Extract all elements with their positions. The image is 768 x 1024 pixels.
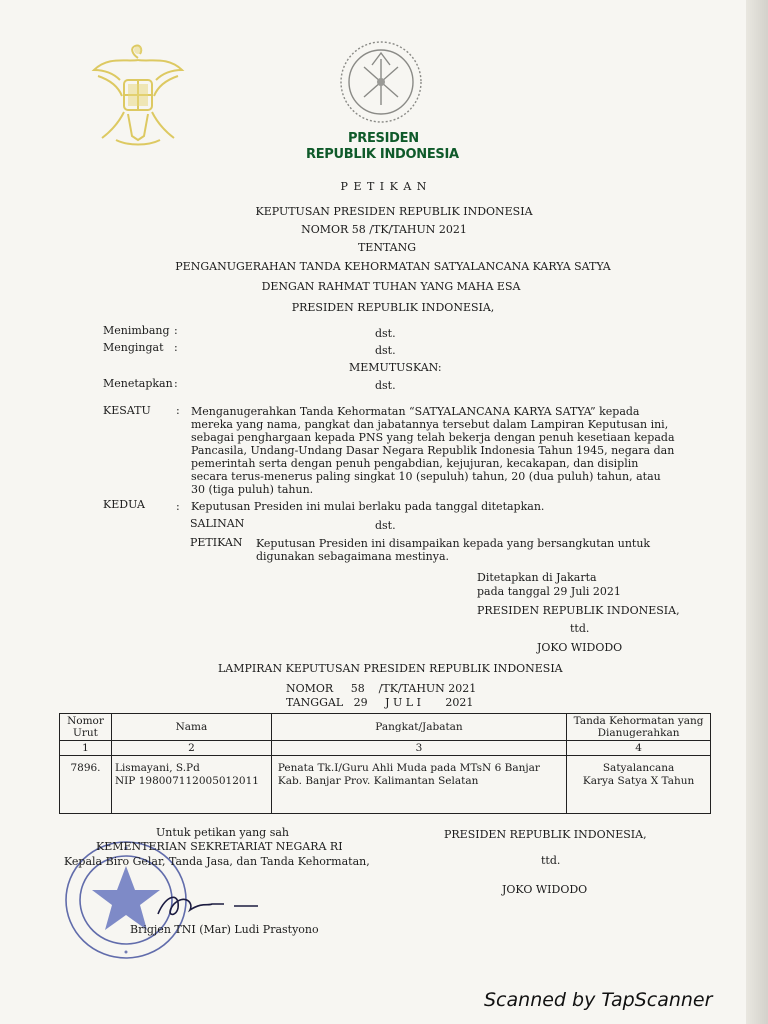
lampiran-title: LAMPIRAN KEPUTUSAN PRESIDEN REPUBLIK INDONESIA bbox=[218, 662, 563, 675]
table-colnum-row bbox=[60, 741, 711, 756]
memutuskan-heading: MEMUTUSKAN: bbox=[349, 361, 442, 374]
bottom-ttd: ttd. bbox=[541, 854, 561, 867]
petikan-label: PETIKAN bbox=[190, 536, 243, 549]
petikan-line2: digunakan sebagaimana mestinya. bbox=[256, 550, 450, 563]
col-header-tanda: Tanda Kehormatan yang Dianugerahkan bbox=[567, 714, 711, 741]
kedua-text: Keputusan Presiden ini mulai berlaku pada tanggal ditetapkan. bbox=[191, 500, 545, 513]
ditetapkan-place: Ditetapkan di Jakarta bbox=[477, 571, 597, 584]
decree-president: PRESIDEN REPUBLIK INDONESIA, bbox=[291, 301, 495, 314]
signer-name: Brigjen TNI (Mar) Ludi Prastyono bbox=[130, 923, 319, 936]
menetapkan-value: dst. bbox=[375, 379, 396, 392]
row-nomor: 7896. bbox=[60, 756, 112, 814]
menimbang-label: Menimbang bbox=[103, 324, 170, 337]
page-edge-shadow bbox=[746, 0, 768, 1024]
salinan-value: dst. bbox=[375, 519, 396, 532]
kesatu-label: KESATU bbox=[103, 404, 151, 417]
col-header-nama: Nama bbox=[111, 714, 271, 741]
row-pangkat-cell bbox=[271, 756, 566, 814]
menetapkan-colon: : bbox=[174, 377, 178, 390]
row-tanda-cell bbox=[567, 756, 711, 814]
kesatu-paragraph bbox=[191, 405, 675, 496]
ttd-top: ttd. bbox=[570, 622, 590, 635]
row-tanda-line1: Satyalancana bbox=[602, 762, 675, 774]
petikan-line1: Keputusan Presiden ini disampaikan kepada yang bersangkutan untuk bbox=[256, 537, 651, 550]
col-number: 4 bbox=[567, 741, 711, 756]
president-name: JOKO WIDODO bbox=[537, 641, 623, 654]
row-name: Lismayani, S.Pd bbox=[114, 762, 200, 774]
presidential-seal-icon bbox=[334, 35, 428, 129]
decree-preamble: DENGAN RAHMAT TUHAN YANG MAHA ESA bbox=[261, 280, 521, 293]
kesatu-line: secara terus-menerus paling singkat 10 (sepuluh) tahun, 20 (dua puluh) tahun, atau bbox=[191, 470, 661, 483]
menimbang-value: dst. bbox=[375, 327, 396, 340]
col-number: 2 bbox=[111, 741, 271, 756]
menetapkan-label: Menetapkan bbox=[103, 377, 173, 390]
kesatu-line: mereka yang nama, pangkat dan jabatannya tersebut dalam Lampiran Keputusan ini, bbox=[191, 418, 669, 431]
kesatu-line: sebagai penghargaan kepada PNS yang telah bekerja dengan penuh kesetiaan kepada bbox=[191, 431, 675, 444]
handwritten-signature-icon bbox=[150, 888, 270, 922]
kemensetneg: KEMENTERIAN SEKRETARIAT NEGARA RI bbox=[96, 840, 343, 853]
kepala-biro: Kepala Biro Gelar, Tanda Jasa, dan Tanda Kehormatan, bbox=[64, 855, 370, 868]
petikan-sah: Untuk petikan yang sah bbox=[156, 826, 289, 839]
menimbang-colon: : bbox=[174, 324, 178, 337]
scanner-watermark: Scanned by TapScanner bbox=[484, 989, 713, 1011]
garuda-emblem-icon bbox=[88, 40, 188, 150]
decree-title: KEPUTUSAN PRESIDEN REPUBLIK INDONESIA bbox=[255, 205, 533, 218]
col-number: 3 bbox=[271, 741, 566, 756]
decree-tentang: TENTANG bbox=[357, 241, 417, 254]
row-pangkat-line1: Penata Tk.I/Guru Ahli Muda pada MTsN 6 Banjar bbox=[277, 762, 540, 774]
decree-subject: PENGANUGERAHAN TANDA KEHORMATAN SATYALANCANA KARYA SATYA bbox=[175, 260, 611, 273]
brand-presiden: PRESIDEN bbox=[348, 131, 419, 146]
row-pangkat-line2: Kab. Banjar Prov. Kalimantan Selatan bbox=[277, 775, 479, 787]
kedua-colon: : bbox=[176, 500, 180, 513]
bottom-president-office: PRESIDEN REPUBLIK INDONESIA, bbox=[444, 828, 647, 841]
lampiran-tanggal: TANGGAL 29 J U L I 2021 bbox=[286, 696, 474, 709]
brand-republik-indonesia: REPUBLIK INDONESIA bbox=[306, 147, 459, 162]
mengingat-colon: : bbox=[174, 341, 178, 354]
kesatu-line: Pancasila, Undang-Undang Dasar Negara Republik Indonesia Tahun 1945, negara dan bbox=[191, 444, 675, 457]
col-number: 1 bbox=[60, 741, 112, 756]
decree-number: NOMOR 58 /TK/TAHUN 2021 bbox=[301, 223, 467, 236]
mengingat-label: Mengingat bbox=[103, 341, 164, 354]
kesatu-line: Menganugerahkan Tanda Kehormatan “SATYALANCANA KARYA SATYA” kepada bbox=[191, 405, 640, 418]
ditetapkan-date: pada tanggal 29 Juli 2021 bbox=[477, 585, 621, 598]
lampiran-table bbox=[59, 713, 711, 814]
kesatu-line: pemerintah serta dengan penuh pengabdian, kejujuran, kecakapan, dan disiplin bbox=[191, 457, 639, 470]
president-office: PRESIDEN REPUBLIK INDONESIA, bbox=[477, 604, 680, 617]
kesatu-colon: : bbox=[176, 404, 180, 417]
row-nip: NIP 198007112005012011 bbox=[114, 775, 259, 787]
salinan-label: SALINAN bbox=[190, 517, 245, 530]
lampiran-nomor: NOMOR 58 /TK/TAHUN 2021 bbox=[286, 682, 477, 695]
col-header-pangkat: Pangkat/Jabatan bbox=[271, 714, 566, 741]
mengingat-value: dst. bbox=[375, 344, 396, 357]
bottom-president-name: JOKO WIDODO bbox=[502, 883, 588, 896]
row-nama-cell bbox=[111, 756, 271, 814]
table-header-row bbox=[60, 714, 711, 741]
col-header-nomor-urut: Nomor Urut bbox=[60, 714, 112, 741]
petikan-title: P E T I K A N bbox=[340, 180, 428, 193]
kedua-label: KEDUA bbox=[103, 498, 145, 511]
kesatu-line: 30 (tiga puluh) tahun. bbox=[191, 483, 314, 496]
table-row bbox=[60, 756, 711, 814]
row-tanda-line2: Karya Satya X Tahun bbox=[582, 775, 695, 787]
